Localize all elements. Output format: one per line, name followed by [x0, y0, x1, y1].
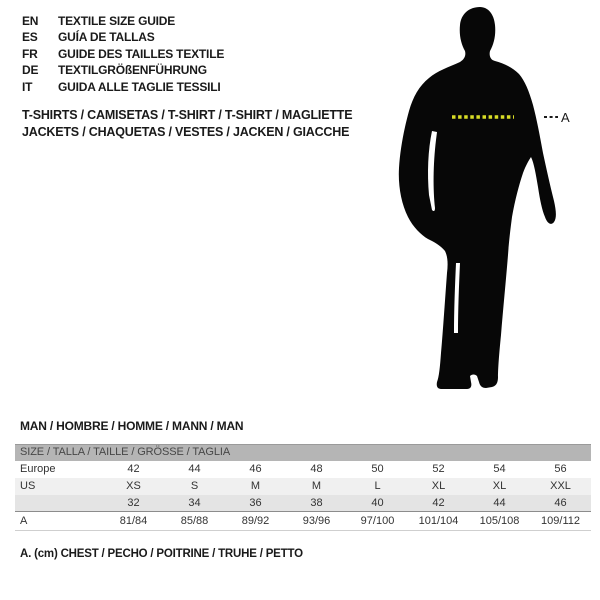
language-row — [22, 62, 224, 78]
table-cell: 36 — [225, 495, 286, 512]
language-label: TEXTILGRÖßENFÜHRUNG — [58, 63, 207, 78]
table-cell: 101/104 — [408, 512, 469, 531]
table-cell: L — [347, 478, 408, 495]
language-row — [22, 46, 224, 62]
table-cell: 97/100 — [347, 512, 408, 531]
measure-label-a: A — [561, 110, 570, 125]
section-title-man: MAN / HOMBRE / HOMME / MANN / MAN — [20, 419, 244, 433]
table-cell: 81/84 — [103, 512, 164, 531]
size-table — [15, 444, 591, 531]
language-label: GUÍA DE TALLAS — [58, 30, 155, 45]
language-code: FR — [22, 46, 38, 61]
table-cell: 50 — [371, 463, 384, 475]
language-label: GUIDE DES TAILLES TEXTILE — [58, 46, 225, 61]
table-cell: 38 — [286, 495, 347, 512]
size-table-header-row — [15, 445, 591, 461]
language-code: DE — [22, 63, 39, 78]
table-row-us — [15, 478, 591, 495]
table-cell: 46 — [249, 463, 262, 475]
table-cell: XL — [469, 478, 530, 495]
table-cell: XXL — [530, 478, 591, 495]
language-label: TEXTILE SIZE GUIDE — [58, 14, 176, 28]
table-cell: 109/112 — [530, 512, 591, 531]
language-list — [22, 13, 224, 95]
row-label: Europe — [20, 463, 56, 475]
man-silhouette-figure — [395, 5, 570, 390]
table-cell: 32 — [103, 495, 164, 512]
table-cell: XL — [408, 478, 469, 495]
table-cell: 34 — [164, 495, 225, 512]
measurement-footnote: A. (cm) CHEST / PECHO / POITRINE / TRUHE / PETTO — [20, 548, 303, 560]
table-cell: 48 — [310, 463, 323, 475]
table-cell: 89/92 — [225, 512, 286, 531]
table-row-chest — [15, 512, 591, 531]
table-cell: 46 — [530, 495, 591, 512]
table-cell: M — [286, 478, 347, 495]
language-code: EN — [22, 14, 39, 28]
language-row — [22, 79, 224, 95]
table-cell: 44 — [469, 495, 530, 512]
category-line-jackets: JACKETS / CHAQUETAS / VESTES / JACKEN / GIACCHE — [22, 125, 350, 139]
table-cell: 54 — [493, 463, 506, 475]
table-row-europe — [15, 461, 591, 478]
table-cell: XS — [103, 478, 164, 495]
language-row — [22, 13, 224, 29]
table-row-numeric — [15, 495, 591, 512]
category-list — [22, 107, 352, 141]
language-row — [22, 29, 224, 45]
table-cell: 42 — [127, 463, 140, 475]
row-label — [15, 495, 103, 512]
language-label: GUIDA ALLE TAGLIE TESSILI — [58, 79, 221, 94]
man-silhouette — [399, 7, 556, 389]
language-code: ES — [22, 30, 38, 45]
table-cell: 105/108 — [469, 512, 530, 531]
category-line-tshirts: T-SHIRTS / CAMISETAS / T-SHIRT / T-SHIRT / MAGLIETTE — [22, 108, 353, 122]
table-cell: 56 — [554, 463, 567, 475]
table-cell: 85/88 — [164, 512, 225, 531]
table-cell: 40 — [347, 495, 408, 512]
table-cell: 44 — [188, 463, 201, 475]
row-label: US — [15, 478, 103, 495]
language-code: IT — [22, 79, 33, 94]
table-cell: M — [225, 478, 286, 495]
table-cell: S — [164, 478, 225, 495]
size-table-header: SIZE / TALLA / TAILLE / GRÖSSE / TAGLIA — [15, 445, 591, 461]
table-cell: 93/96 — [286, 512, 347, 531]
row-label: A — [15, 512, 103, 531]
table-cell: 52 — [432, 463, 445, 475]
table-cell: 42 — [408, 495, 469, 512]
